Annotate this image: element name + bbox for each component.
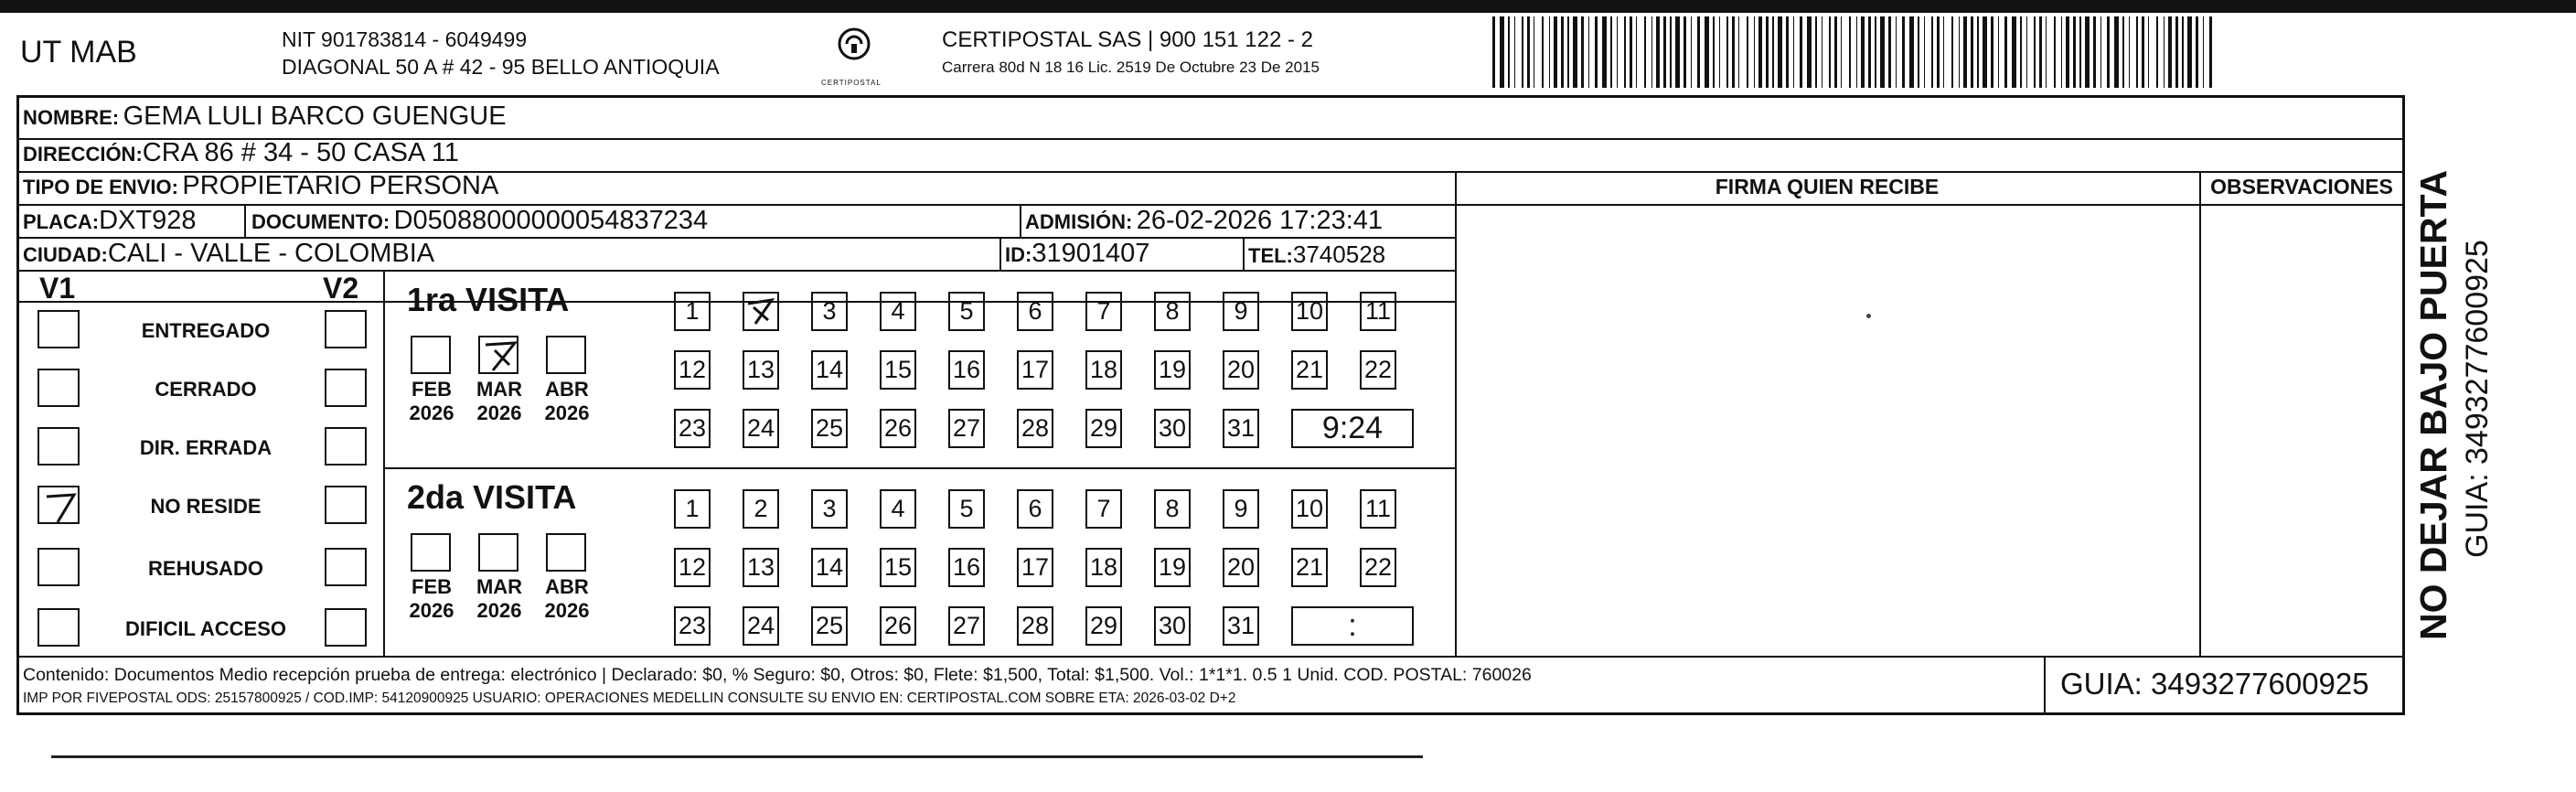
day-box[interactable]: 6	[1017, 292, 1053, 331]
side-guia	[2460, 240, 2496, 558]
status-label: DIFICIL ACCESO	[124, 617, 286, 640]
status-label: NO RESIDE	[150, 495, 262, 518]
day-box[interactable]	[743, 292, 779, 331]
month-year: 2026	[544, 599, 590, 622]
day-box[interactable]: 10	[1291, 489, 1328, 529]
company-nit: NIT 901783814 - 6049499	[282, 27, 528, 51]
delivery-form	[16, 95, 2405, 715]
day-box[interactable]: 1	[674, 489, 711, 529]
month-year: 2026	[544, 401, 590, 424]
day-box[interactable]: 7	[1085, 292, 1122, 331]
day-box[interactable]: 29	[1085, 606, 1122, 646]
certipostal-logo	[821, 26, 887, 82]
day-box[interactable]: 17	[1017, 350, 1053, 390]
day-box[interactable]: 20	[1223, 350, 1259, 390]
handwritten-mark-icon	[39, 487, 81, 526]
day-box[interactable]: 13	[743, 350, 779, 390]
day-box[interactable]: 31	[1223, 409, 1259, 448]
day-box[interactable]: 15	[880, 548, 916, 587]
visit-title: 1ra VISITA	[407, 281, 570, 318]
v2-checkbox[interactable]	[325, 369, 367, 407]
month-checkbox[interactable]	[411, 336, 451, 374]
firma-header: FIRMA QUIEN RECIBE	[1715, 175, 1940, 198]
day-box[interactable]: 23	[674, 409, 711, 448]
day-box[interactable]: 13	[743, 548, 779, 587]
day-box[interactable]: 9	[1223, 292, 1259, 331]
v1-checkbox[interactable]	[37, 608, 80, 647]
carrier-license: Carrera 80d N 18 16 Lic. 2519 De Octubre 23 De 2015	[942, 59, 1320, 76]
footer-contenido: Contenido: Documentos Medio recepción prueba de entrega: electrónico | Declarado: $0, % Seguro: $0, Otros: $0, Flete: $1,500, Total: $1,500. Vol.: 1*1*1. 0.5 1 Unid. COD. POSTAL: 760026	[23, 665, 1532, 685]
day-box[interactable]: 27	[948, 606, 985, 646]
day-box[interactable]: 11	[1360, 489, 1396, 529]
v1-checkbox[interactable]	[37, 486, 80, 524]
day-box[interactable]: 26	[880, 606, 916, 646]
month-checkbox[interactable]	[478, 336, 518, 374]
month-year: 2026	[476, 401, 522, 424]
company-address: DIAGONAL 50 A # 42 - 95 BELLO ANTIOQUIA	[282, 55, 720, 79]
ciudad-value: CALI - VALLE - COLOMBIA	[107, 239, 435, 268]
v2-checkbox[interactable]	[325, 310, 367, 348]
company-name: UT MAB	[20, 35, 137, 70]
month-year: 2026	[476, 599, 522, 622]
day-box[interactable]: 14	[811, 548, 848, 587]
v2-checkbox[interactable]	[325, 427, 367, 466]
month-year: 2026	[409, 401, 454, 424]
barcode	[1492, 16, 2215, 88]
tel-label: TEL:	[1248, 244, 1293, 267]
placa-value: DXT928	[99, 206, 197, 235]
id-value: 31901407	[1031, 239, 1150, 268]
v2-checkbox[interactable]	[325, 486, 367, 524]
v2-header: V2	[323, 272, 359, 305]
day-box[interactable]: 31	[1223, 606, 1259, 646]
day-box[interactable]: 16	[948, 350, 985, 390]
day-box[interactable]: 28	[1017, 409, 1053, 448]
day-box[interactable]: 29	[1085, 409, 1122, 448]
day-box[interactable]: 22	[1360, 350, 1396, 390]
day-box[interactable]: 8	[1154, 489, 1191, 529]
documento-value: D05088000000054837234	[393, 206, 709, 235]
day-box[interactable]: 9	[1223, 489, 1259, 529]
day-box[interactable]: 18	[1085, 548, 1122, 587]
day-box[interactable]: 16	[948, 548, 985, 587]
day-box[interactable]: 30	[1154, 606, 1191, 646]
day-box[interactable]: 1	[674, 292, 711, 331]
v1-header: V1	[39, 272, 76, 305]
v1-checkbox[interactable]	[37, 369, 80, 407]
nombre-value: GEMA LULI BARCO GUENGUE	[123, 102, 507, 131]
day-box[interactable]: 3	[811, 489, 848, 529]
day-box[interactable]: 28	[1017, 606, 1053, 646]
day-box[interactable]: 23	[674, 606, 711, 646]
handwritten-mark-icon	[744, 294, 777, 329]
side-warning	[2412, 170, 2455, 640]
month-label: MAR	[476, 575, 523, 598]
time-box[interactable]: 9:24	[1291, 409, 1414, 448]
day-box[interactable]: 25	[811, 606, 848, 646]
day-box[interactable]: 26	[880, 409, 916, 448]
signature-dot	[1866, 314, 1871, 318]
day-box[interactable]: 24	[743, 409, 779, 448]
month-year: 2026	[409, 599, 454, 622]
status-label: ENTREGADO	[141, 319, 271, 342]
admision-value: 26-02-2026 17:23:41	[1136, 206, 1384, 235]
month-label: ABR	[545, 378, 589, 401]
handwritten-mark-icon	[480, 337, 520, 376]
v1-checkbox[interactable]	[37, 310, 80, 348]
day-box[interactable]: 19	[1154, 548, 1191, 587]
v1-checkbox[interactable]	[37, 427, 80, 466]
day-box[interactable]: 10	[1291, 292, 1328, 331]
side-warning-text: NO DEJAR BAJO PUERTA	[2412, 169, 2454, 640]
month-checkbox[interactable]	[546, 533, 586, 572]
direccion-value: CRA 86 # 34 - 50 CASA 11	[142, 138, 459, 167]
month-label: FEB	[412, 575, 452, 598]
day-box[interactable]: 11	[1360, 292, 1396, 331]
day-box[interactable]: 2	[743, 489, 779, 529]
tipo-label: TIPO DE ENVIO:	[23, 176, 178, 198]
tipo-value: PROPIETARIO PERSONA	[182, 171, 499, 200]
day-box[interactable]: 8	[1154, 292, 1191, 331]
ciudad-label: CIUDAD:	[23, 243, 108, 266]
day-box[interactable]: 14	[811, 350, 848, 390]
day-box[interactable]: 30	[1154, 409, 1191, 448]
direccion-label: DIRECCIÓN:	[23, 143, 143, 166]
month-checkbox[interactable]	[546, 336, 586, 374]
v2-checkbox[interactable]	[325, 608, 367, 647]
day-box[interactable]: 5	[948, 489, 985, 529]
logo-text: CERTIPOSTAL	[821, 79, 882, 87]
day-box[interactable]: 20	[1223, 548, 1259, 587]
time-box[interactable]: :	[1291, 606, 1414, 646]
side-guia-text: GUIA: 3493277600925	[2460, 240, 2495, 558]
month-label: ABR	[545, 575, 589, 598]
footer-imp: IMP POR FIVEPOSTAL ODS: 25157800925 / COD.IMP: 54120900925 USUARIO: OPERACIONES MEDELLIN CONSULTE SU ENVIO EN: CERTIPOSTAL.COM SOBRE ETA: 2026-03-02 D+2	[23, 690, 1236, 706]
admision-label: ADMISIÓN:	[1025, 210, 1133, 233]
day-box[interactable]: 7	[1085, 489, 1122, 529]
observaciones-header: OBSERVACIONES	[2210, 175, 2393, 198]
day-box[interactable]: 22	[1360, 548, 1396, 587]
day-box[interactable]: 27	[948, 409, 985, 448]
status-label: REHUSADO	[148, 557, 263, 580]
day-box[interactable]: 17	[1017, 548, 1053, 587]
day-box[interactable]: 6	[1017, 489, 1053, 529]
v2-checkbox[interactable]	[325, 548, 367, 586]
day-box[interactable]: 5	[948, 292, 985, 331]
day-box[interactable]: 19	[1154, 350, 1191, 390]
v1-checkbox[interactable]	[37, 548, 80, 586]
placa-label: PLACA:	[23, 210, 100, 233]
day-box[interactable]: 4	[880, 489, 916, 529]
id-label: ID:	[1005, 243, 1032, 266]
documento-label: DOCUMENTO:	[251, 210, 390, 233]
day-box[interactable]: 3	[811, 292, 848, 331]
footer-guia: GUIA: 3493277600925	[2060, 667, 2369, 701]
tel-value: 3740528	[1292, 241, 1386, 268]
month-checkbox[interactable]	[478, 533, 518, 572]
day-box[interactable]: 12	[674, 548, 711, 587]
day-box[interactable]: 25	[811, 409, 848, 448]
day-box[interactable]: 12	[674, 350, 711, 390]
day-box[interactable]: 4	[880, 292, 916, 331]
day-box[interactable]: 15	[880, 350, 916, 390]
day-box[interactable]: 21	[1291, 350, 1328, 390]
day-box[interactable]: 24	[743, 606, 779, 646]
month-label: MAR	[476, 378, 523, 401]
day-box[interactable]: 21	[1291, 548, 1328, 587]
status-label: CERRADO	[155, 378, 257, 401]
carrier-name: CERTIPOSTAL SAS | 900 151 122 - 2	[942, 27, 1313, 52]
cut-line	[51, 755, 1423, 758]
month-label: FEB	[412, 378, 452, 401]
visit-title: 2da VISITA	[407, 478, 577, 516]
day-box[interactable]: 18	[1085, 350, 1122, 390]
month-checkbox[interactable]	[411, 533, 451, 572]
nombre-label: NOMBRE:	[23, 106, 120, 129]
status-label: DIR. ERRADA	[139, 436, 273, 459]
top-edge-bar	[0, 0, 2576, 13]
